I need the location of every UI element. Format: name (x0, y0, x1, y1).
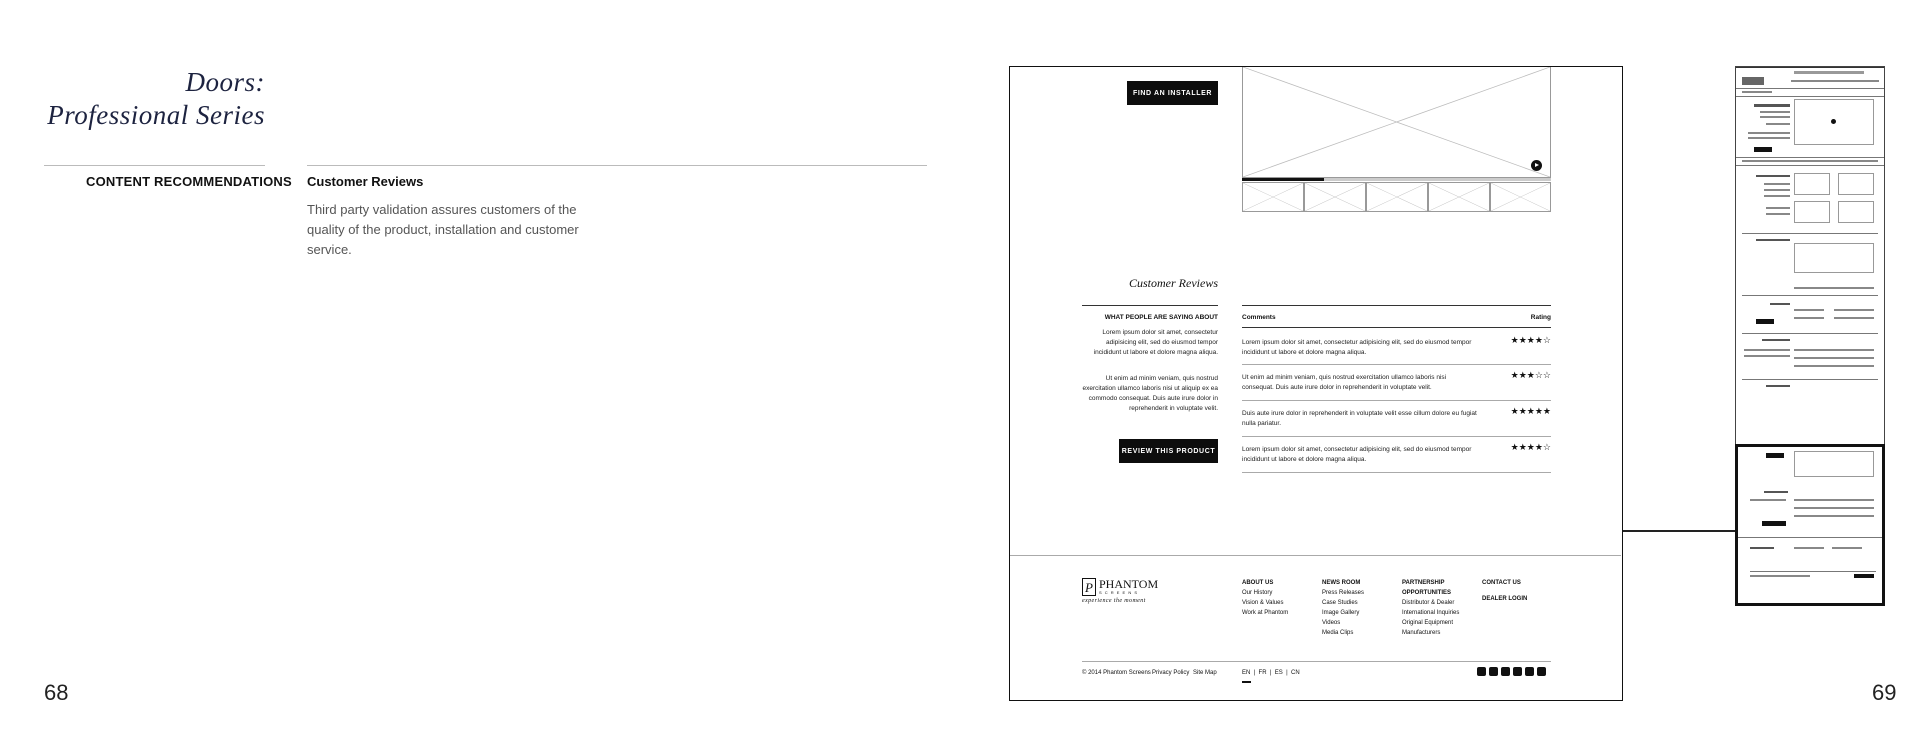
review-product-button[interactable]: REVIEW THIS PRODUCT (1119, 439, 1218, 463)
thumb-logo (1742, 77, 1764, 85)
thumb-social (1854, 574, 1874, 578)
news-link[interactable]: Case Studies (1322, 600, 1358, 606)
saying-paragraph-2: Ut enim ad minim veniam, quis nostrud exercitation ullamco laboris nisi ut aliquip ex ea commodo consequat. Duis aute irure dolor in reprehenderit in voluptate velit. (1082, 375, 1218, 412)
thumb-button (1762, 521, 1786, 526)
thumb-text (1794, 287, 1874, 289)
thumb-rule (1742, 233, 1878, 234)
thumb-text (1770, 303, 1790, 305)
thumb-text (1756, 239, 1790, 241)
thumb-text (1794, 499, 1874, 501)
language-indicator (1242, 681, 1251, 683)
page-thumbnail (1735, 66, 1885, 606)
thumb-title (1754, 104, 1790, 107)
reviews-rule (1082, 305, 1218, 306)
thumb-video (1794, 451, 1874, 477)
copyright: © 2014 Phantom Screens (1082, 670, 1151, 676)
thumb-text (1760, 111, 1790, 113)
thumb-tabs (1742, 91, 1772, 93)
thumb-table (1794, 243, 1874, 273)
thumb-card (1794, 173, 1830, 195)
thumb-subnav (1742, 160, 1878, 162)
thumb-rule (1736, 96, 1884, 97)
thumb-text (1750, 499, 1786, 501)
thumb-rule (1742, 333, 1878, 334)
thumb-text (1748, 132, 1790, 134)
news-link[interactable]: Press Releases (1322, 590, 1365, 596)
youtube-icon[interactable] (1537, 667, 1546, 676)
twitter-icon[interactable] (1501, 667, 1510, 676)
video-progress-track (1324, 178, 1551, 181)
page-number-left: 68 (44, 680, 69, 705)
table-top-rule (1242, 305, 1551, 306)
dealer-login-link[interactable]: DEALER LOGIN (1482, 596, 1528, 602)
row-rule (1242, 436, 1551, 437)
thumb-text (1794, 507, 1874, 509)
connector-line (1623, 530, 1745, 532)
video-progress (1242, 178, 1324, 181)
divider-right (307, 165, 927, 166)
partner-link[interactable]: International Inquiries (1402, 610, 1460, 616)
thumb-rule (1742, 379, 1878, 380)
thumb-rule (1750, 571, 1876, 572)
thumbnail-2[interactable] (1304, 182, 1366, 212)
star-rating: ★★★☆☆ (1510, 370, 1551, 380)
review-text: Lorem ipsum dolor sit amet, consectetur adipisicing elit, sed do eiusmod tempor incididunt ut labore et dolore magna aliqua. (1242, 339, 1472, 356)
thumb-card (1838, 201, 1874, 223)
find-installer-button[interactable]: FIND AN INSTALLER (1127, 81, 1218, 105)
thumb-text (1832, 547, 1862, 549)
star-rating: ★★★★☆ (1510, 335, 1551, 345)
thumb-button (1756, 319, 1774, 324)
thumb-text (1794, 547, 1824, 549)
thumb-rule (1736, 165, 1884, 166)
thumb-text (1794, 515, 1874, 517)
table-header-rule (1242, 327, 1551, 328)
thumb-text (1764, 491, 1788, 493)
thumb-card (1794, 201, 1830, 223)
page-number-right: 69 (1872, 680, 1897, 705)
thumb-text (1766, 123, 1790, 125)
star-rating: ★★★★★ (1510, 406, 1551, 416)
brand-sub: S C R E E N S (1099, 590, 1139, 595)
news-link[interactable]: Image Gallery (1322, 610, 1360, 616)
heading-line-1: Doors: (185, 67, 265, 97)
thumb-text (1756, 175, 1790, 177)
language-switcher[interactable]: EN | FR | ES | CN (1242, 670, 1300, 676)
sitemap-link[interactable]: Site Map (1193, 670, 1217, 676)
saying-heading: WHAT PEOPLE ARE SAYING ABOUT (1104, 314, 1218, 321)
wireframe-detail (1009, 66, 1623, 701)
thumbnail-1[interactable] (1242, 182, 1304, 212)
saying-paragraph-1: Lorem ipsum dolor sit amet, consectetur adipisicing elit, sed do eiusmod tempor incididunt ut labore et dolore magna aliqua. (1093, 329, 1218, 356)
thumb-text (1750, 547, 1774, 549)
row-rule (1242, 364, 1551, 365)
footer-bottom-rule (1082, 661, 1551, 662)
thumb-rule (1736, 67, 1884, 68)
thumb-text (1794, 349, 1874, 351)
thumb-text (1834, 317, 1874, 319)
thumb-text (1766, 207, 1790, 209)
news-link[interactable]: Videos (1322, 620, 1341, 626)
comments-header: Comments (1242, 314, 1276, 321)
thumb-text (1744, 349, 1790, 351)
thumb-text (1794, 317, 1824, 319)
video-placeholder (1242, 67, 1551, 178)
facebook-icon[interactable] (1489, 667, 1498, 676)
footer-about (1242, 578, 1312, 618)
thumb-card (1838, 173, 1874, 195)
footer-news (1322, 578, 1392, 638)
footer-partner (1402, 578, 1464, 638)
footer-contact (1482, 578, 1552, 604)
review-text: Lorem ipsum dolor sit amet, consectetur adipisicing elit, sed do eiusmod tempor incididunt ut labore et dolore magna aliqua. (1242, 446, 1472, 463)
instagram-icon[interactable] (1525, 667, 1534, 676)
heading-line-2: Professional Series (47, 100, 265, 130)
about-link[interactable]: Work at Phantom (1242, 610, 1289, 616)
about-link[interactable]: Our History (1242, 590, 1273, 596)
logo-mark-icon: P (1082, 578, 1096, 596)
thumb-text (1764, 189, 1790, 191)
thumbnail-3[interactable] (1366, 182, 1428, 212)
star-rating: ★★★★☆ (1510, 442, 1551, 452)
partner-link[interactable]: Original Equipment Manufacturers (1402, 620, 1454, 636)
reviews-heading: Customer Reviews (1129, 276, 1218, 290)
thumbnail-4[interactable] (1428, 182, 1490, 212)
review-text: Duis aute irure dolor in reprehenderit in voluptate velit esse cillum dolore eu fugiat nulla pariatur. (1242, 410, 1477, 427)
partner-heading[interactable]: PARTNERSHIP OPPORTUNITIES (1402, 580, 1452, 596)
contact-link[interactable]: CONTACT US (1482, 580, 1521, 586)
review-text: Ut enim ad minim veniam, quis nostrud exercitation ullamco laboris nisi consequat. Duis aute irure dolor in reprehenderit in voluptate velit. (1242, 374, 1447, 391)
brand-name: PHANTOM (1099, 577, 1159, 591)
row-rule (1242, 472, 1551, 473)
rating-header: Rating (1530, 314, 1551, 321)
thumb-text (1764, 195, 1790, 197)
thumb-text (1766, 213, 1790, 215)
thumb-text (1748, 137, 1790, 139)
thumb-highlight (1735, 444, 1885, 606)
thumb-text (1794, 357, 1874, 359)
thumb-rule (1738, 537, 1882, 538)
thumb-text (1834, 309, 1874, 311)
about-link[interactable]: Vision & Values (1242, 600, 1284, 606)
section-body: Third party validation assures customers of the quality of the product, installation and customer service. (307, 202, 579, 257)
thumb-text (1794, 309, 1824, 311)
linkedin-icon[interactable] (1513, 667, 1522, 676)
privacy-link[interactable]: Privacy Policy (1152, 670, 1190, 676)
section-title: Customer Reviews (307, 174, 424, 189)
thumb-play (1831, 119, 1836, 124)
thumb-menu (1791, 80, 1879, 82)
section-label: CONTENT RECOMMENDATIONS (86, 174, 292, 189)
news-link[interactable]: Media Clips (1322, 630, 1354, 636)
thumb-nav (1794, 71, 1864, 74)
divider-left (44, 165, 265, 166)
thumb-text (1764, 183, 1790, 185)
thumb-text (1794, 365, 1874, 367)
brand-logo[interactable] (1082, 578, 1172, 604)
page-heading (47, 66, 265, 132)
thumbnail-5[interactable] (1490, 182, 1551, 212)
footer-top-rule (1010, 555, 1621, 556)
thumb-rule (1742, 295, 1878, 296)
thumb-text (1750, 575, 1810, 577)
play-icon[interactable] (1531, 160, 1542, 171)
about-heading[interactable]: ABOUT US (1242, 580, 1274, 586)
thumb-text (1766, 385, 1790, 387)
news-heading[interactable]: NEWS ROOM (1322, 580, 1361, 586)
thumb-text (1762, 339, 1790, 341)
thumb-rule (1736, 157, 1884, 158)
thumb-button (1754, 147, 1772, 152)
thumb-text (1744, 355, 1790, 357)
thumb-text (1760, 116, 1790, 118)
brand-tagline: experience the moment (1082, 598, 1146, 604)
thumb-rule (1736, 88, 1884, 89)
thumb-button (1766, 453, 1784, 458)
pinterest-icon[interactable] (1477, 667, 1486, 676)
row-rule (1242, 400, 1551, 401)
partner-link[interactable]: Distributor & Dealer (1402, 600, 1455, 606)
